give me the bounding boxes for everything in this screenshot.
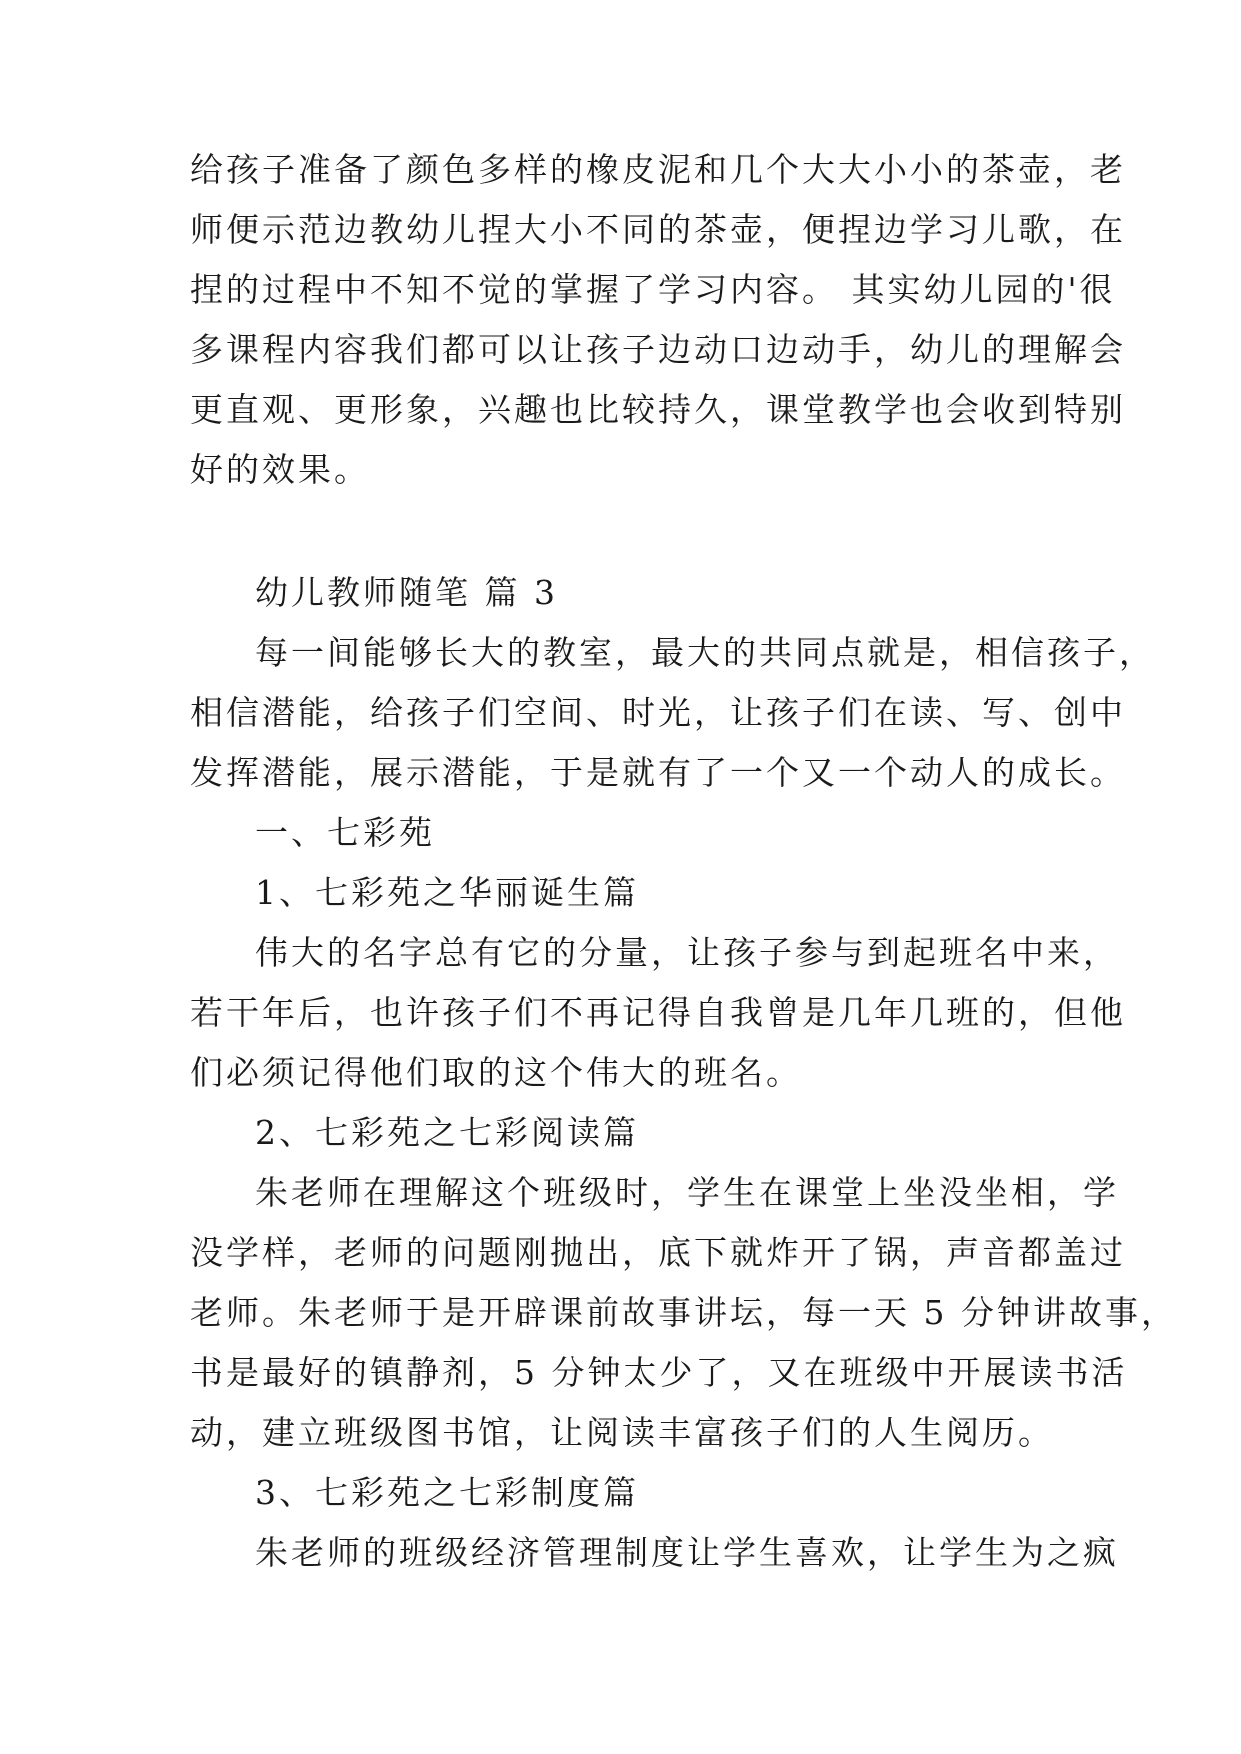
paragraph-line: 每一间能够长大的教室，最大的共同点就是，相信孩子， [255,633,1155,672]
subheading-2: 2、七彩苑之七彩阅读篇 [255,1113,639,1152]
paragraph-line: 师便示范边教幼儿捏大小不同的茶壶，便捏边学习儿歌，在 [190,210,1126,249]
paragraph-line: 相信潜能，给孩子们空间、时光，让孩子们在读、写、创中 [190,693,1126,732]
paragraph-line: 好的效果。 [190,450,370,489]
paragraph-line: 朱老师的班级经济管理制度让学生喜欢，让学生为之疯 [255,1533,1119,1572]
paragraph-line: 发挥潜能，展示潜能，于是就有了一个又一个动人的成长。 [190,753,1126,792]
subheading-3: 3、七彩苑之七彩制度篇 [255,1473,639,1512]
paragraph-line: 动，建立班级图书馆，让阅读丰富孩子们的人生阅历。 [190,1413,1054,1452]
paragraph-line: 老师。朱老师于是开辟课前故事讲坛，每一天 5 分钟讲故事， [190,1293,1177,1332]
paragraph-line: 没学样，老师的问题刚抛出，底下就炸开了锅，声音都盖过 [190,1233,1126,1272]
paragraph-line: 朱老师在理解这个班级时，学生在课堂上坐没坐相，学 [255,1173,1119,1212]
paragraph-line: 伟大的名字总有它的分量，让孩子参与到起班名中来， [255,933,1119,972]
paragraph-line: 若干年后，也许孩子们不再记得自我曾是几年几班的，但他 [190,993,1126,1032]
heading-level-1: 一、七彩苑 [255,813,435,852]
paragraph-line: 给孩子准备了颜色多样的橡皮泥和几个大大小小的茶壶，老 [190,150,1126,189]
paragraph-line: 书是最好的镇静剂，5 分钟太少了，又在班级中开展读书活 [190,1353,1128,1392]
section-title: 幼儿教师随笔 篇 3 [255,573,558,612]
paragraph-line: 多课程内容我们都可以让孩子边动口边动手，幼儿的理解会 [190,330,1126,369]
subheading-1: 1、七彩苑之华丽诞生篇 [255,873,639,912]
paragraph-line: 捏的过程中不知不觉的掌握了学习内容。 其实幼儿园的'很 [190,270,1116,309]
paragraph-line: 们必须记得他们取的这个伟大的班名。 [190,1053,802,1092]
paragraph-line: 更直观、更形象，兴趣也比较持久，课堂教学也会收到特别 [190,390,1126,429]
